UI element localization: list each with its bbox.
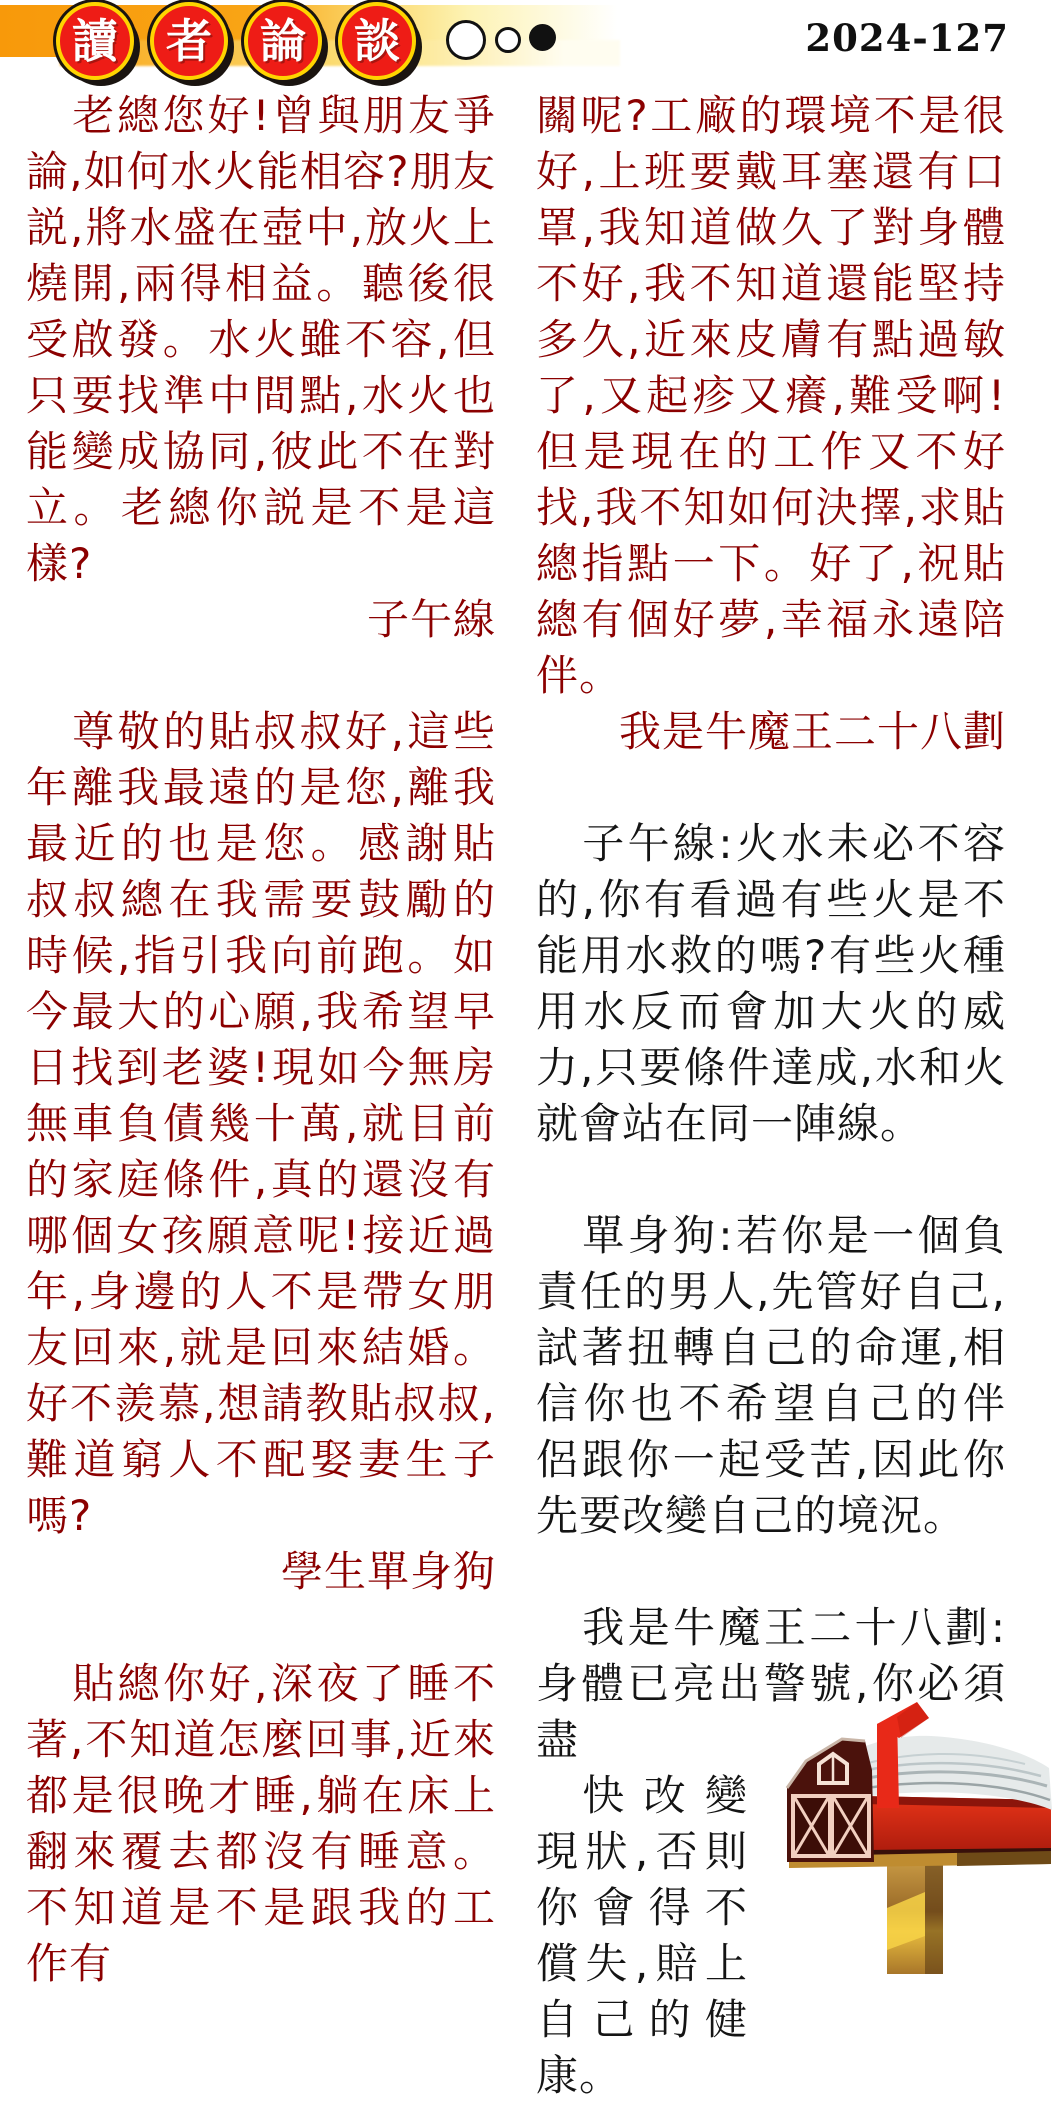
logo-character-1: 讀 (72, 14, 118, 68)
left-column (26, 88, 496, 1992)
reader-letter-1-signature: 子午線 (366, 595, 496, 644)
logo-circle-4 (338, 2, 416, 80)
editor-reply-3-beside-image: 快改變現狀,否則你會得不償失,賠上自己的健康。 (536, 1771, 748, 2100)
barn-mailbox-svg (759, 1684, 1057, 1974)
logo-character-3: 論 (260, 14, 306, 68)
logo-circle-2 (150, 2, 228, 80)
circle-outline-small-icon (495, 27, 521, 53)
reader-letter-2-signature: 學生單身狗 (280, 1547, 496, 1596)
logo-character-4: 談 (354, 14, 400, 68)
mailbox-post-shade (925, 1860, 943, 1974)
issue-date: 2024-127 (805, 16, 1009, 60)
reader-letter-3-continuation: 關呢?工廠的環境不是很好,上班要戴耳塞還有口罩,我知道做久了對身體不好,我不知道還能堅持多久,近來皮膚有點過敏了,又起疹又癢,難受啊!但是現在的工作又不好找,我不知如何決擇,求貼總指點一下。好了,祝貼總有個好夢,幸福永遠陪伴。 (536, 91, 1006, 700)
logo-character-2: 者 (166, 14, 212, 68)
mailbox-flag-shade (897, 1702, 929, 1738)
circle-filled-icon (529, 24, 556, 51)
editor-reply-3-lead: 我是牛魔王二十八劃:身體已亮出警號,你必須盡 (536, 1603, 1006, 1764)
logo-circle-1 (56, 2, 134, 80)
reader-letter-3-body: 貼總你好,深夜了睡不著,不知道怎麼回事,近來都是很晚才睡,躺在床上翻來覆去都沒有睡意。不知道是不是跟我的工作有 (26, 1659, 496, 1988)
reader-letter-1-body: 老總您好!曾與朋友爭論,如何水火能相容?朋友説,將水盛在壺中,放火上燒開,兩得相益。聽後很受啟發。水火雖不容,但只要找準中間點,水火也能變成協同,彼此不在對立。老總你説是不是這樣? (26, 91, 496, 588)
barn-mailbox-illustration (759, 1684, 1057, 1974)
reader-forum-logo (56, 2, 416, 80)
reader-letter-2-body: 尊敬的貼叔叔好,這些年離我最遠的是您,離我最近的也是您。感謝貼叔叔總在我需要鼓勵的時候,指引我向前跑。如今最大的心願,我希望早日找到老婆!現如今無房無車負債幾十萬,就目前的家庭條件,真的還沒有哪個女孩願意呢!接近過年,身邊的人不是帶女朋友回來,就是回來結婚。好不羨慕,想請教貼叔叔,難道窮人不配娶妻生子嗎? (26, 707, 496, 1540)
editor-reply-2: 單身狗:若你是一個負責任的男人,先管好自己,試著扭轉自己的命運,相信你也不希望自己的伴侶跟你一起受苦,因此你先要改變自己的境況。 (536, 1211, 1006, 1540)
editor-reply-1: 子午線:火水未必不容的,你有看過有些火是不能用水救的嗎?有些火種用水反而會加大火的威力,只要條件達成,水和火就會站在同一陣線。 (536, 819, 1006, 1148)
reader-letter-3-signature: 我是牛魔王二十八劃 (618, 707, 1006, 756)
logo-circle-3 (244, 2, 322, 80)
circle-outline-large-icon (446, 20, 486, 60)
